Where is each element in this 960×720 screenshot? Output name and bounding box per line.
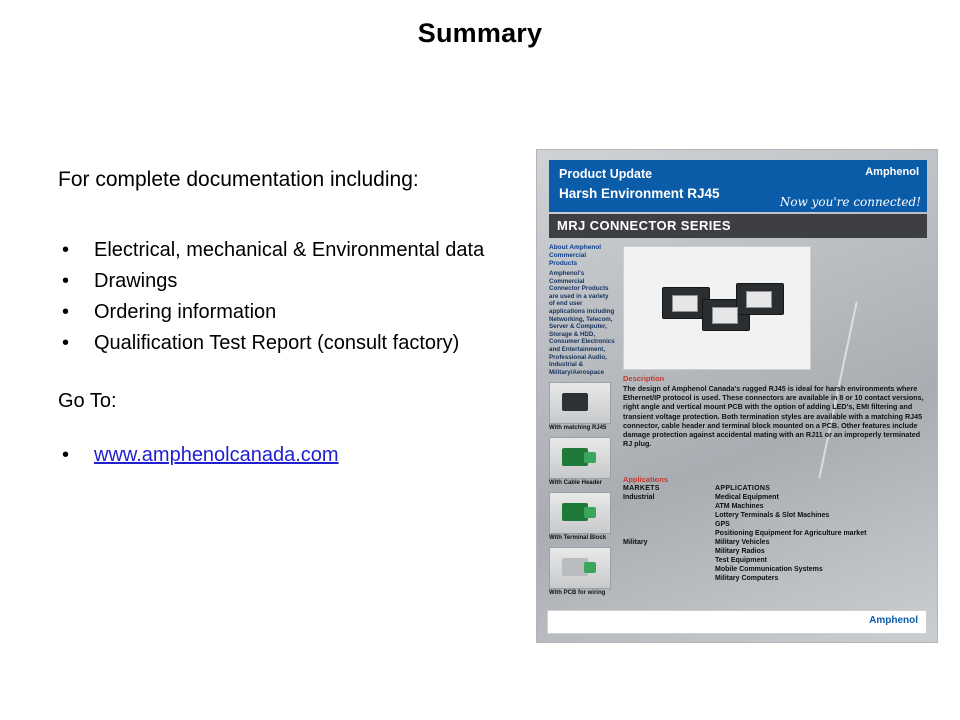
market-label-empty [623,547,715,556]
table-row [623,511,925,520]
bullet-list [58,236,518,358]
connector-tip-icon [584,452,596,463]
market-label-empty [623,502,715,511]
column-header-markets: MARKETS [623,485,660,492]
application-label: ATM Machines [715,503,764,510]
list-item-label: Qualification Test Report (consult factory) [94,332,460,354]
application-label: Military Computers [715,575,779,582]
flyer-sidebar [549,244,615,600]
market-label: Military [623,539,648,546]
thumbnail-image [549,382,611,424]
description-heading: Description [623,374,665,383]
list-item [58,267,518,296]
market-label-empty [623,574,715,583]
market-label-empty [623,565,715,574]
application-label: Lottery Terminals & Slot Machines [715,512,830,519]
application-label: Test Equipment [715,557,767,564]
market-label-empty [623,520,715,529]
table-row [623,556,925,565]
application-label: Military Vehicles [715,539,770,546]
connector-tip-icon [584,562,596,573]
applications-table [623,484,925,583]
market-label-empty [623,556,715,565]
sidebar-text: Amphenol's Commercial Connector Products are used in a variety of end user applications including Networking, Telecom, Server & Computer, Storage & HDD, Consumer Electronics and Entertainment, Professional Audio, Industrial & Military/Aerospace [549,270,615,376]
bullet-glyph-icon: • [62,270,70,292]
list-item-label: Ordering information [94,301,277,323]
thumbnail-image [549,437,611,479]
flyer-header-banner [549,160,927,212]
flyer-header-line2: Harsh Environment RJ45 [559,186,720,201]
thumbnail-caption: With Terminal Block [549,535,607,542]
rj45-jack-icon [712,307,738,324]
page-title: Summary [417,18,543,48]
flyer-footer-brand: Amphenol [869,615,918,626]
bullet-glyph-icon: • [62,301,70,323]
flyer-brand-logo: Amphenol [865,166,919,178]
list-item-label: Electrical, mechanical & Environmental data [94,239,485,261]
connector-tip-icon [584,507,596,518]
lead-text: For complete documentation including: [58,168,419,191]
market-label: Industrial [623,494,655,501]
list-item [58,298,518,327]
list-item [58,236,518,265]
market-label-empty [623,529,715,538]
product-flyer-image [536,149,938,643]
application-label: Mobile Communication Systems [715,566,823,573]
thumbnail-image [549,547,611,589]
slide-body [58,168,518,470]
table-row [623,547,925,556]
column-header-applications: APPLICATIONS [715,485,771,492]
bullet-glyph-icon: • [62,332,70,354]
applications-heading: Applications [623,475,669,484]
rj45-jack-icon [672,295,698,312]
flyer-header-line1: Product Update [559,167,653,181]
flyer-series-bar: MRJ CONNECTOR SERIES [549,214,927,238]
sidebar-heading: About Amphenol Commercial Products [549,244,602,267]
application-label: GPS [715,521,730,528]
application-label: Positioning Equipment for Agriculture market [715,530,867,537]
amphenol-website-link[interactable]: www.amphenolcanada.com [94,444,339,466]
product-photo [623,246,811,370]
list-item-label: Drawings [94,270,178,292]
thumbnail-image [549,492,611,534]
list-item [58,329,518,358]
table-row [623,520,925,529]
application-label: Military Radios [715,548,765,555]
goto-label: Go To: [58,390,117,412]
table-row [623,538,925,547]
connector-shape-icon [562,393,588,411]
rj45-jack-icon [746,291,772,308]
application-label: Medical Equipment [715,494,779,501]
table-row [623,574,925,583]
thumbnail-caption: With Cable Header [549,480,602,487]
bullet-glyph-icon: • [62,239,70,261]
flyer-tagline: Now you're connected! [779,195,921,209]
description-text: The design of Amphenol Canada's rugged RJ45 is ideal for harsh environments where Ethernet/IP protocol is used. These connectors are available in 8 or 10 contact versions, right angle and vertical mount PCB with the option of adding LED's, EMI filtering and transient voltage protection. Both termination styles are available with a matching RJ45 connector, cable header and terminal block mounted on a PCB. Other features include damage protection against accidental mating with an RJ11 or an improperly terminated RJ plug. [623,384,924,449]
table-row [623,502,925,511]
bullet-glyph-icon: • [62,444,70,466]
market-label-empty [623,511,715,520]
flyer-footer [547,610,927,634]
table-row [623,565,925,574]
thumbnail-caption: With matching RJ45 [549,425,607,432]
table-header-row [623,484,925,493]
website-link-row [58,441,518,470]
table-row [623,493,925,502]
table-row [623,529,925,538]
thumbnail-caption: With PCB for wiring [549,590,606,597]
